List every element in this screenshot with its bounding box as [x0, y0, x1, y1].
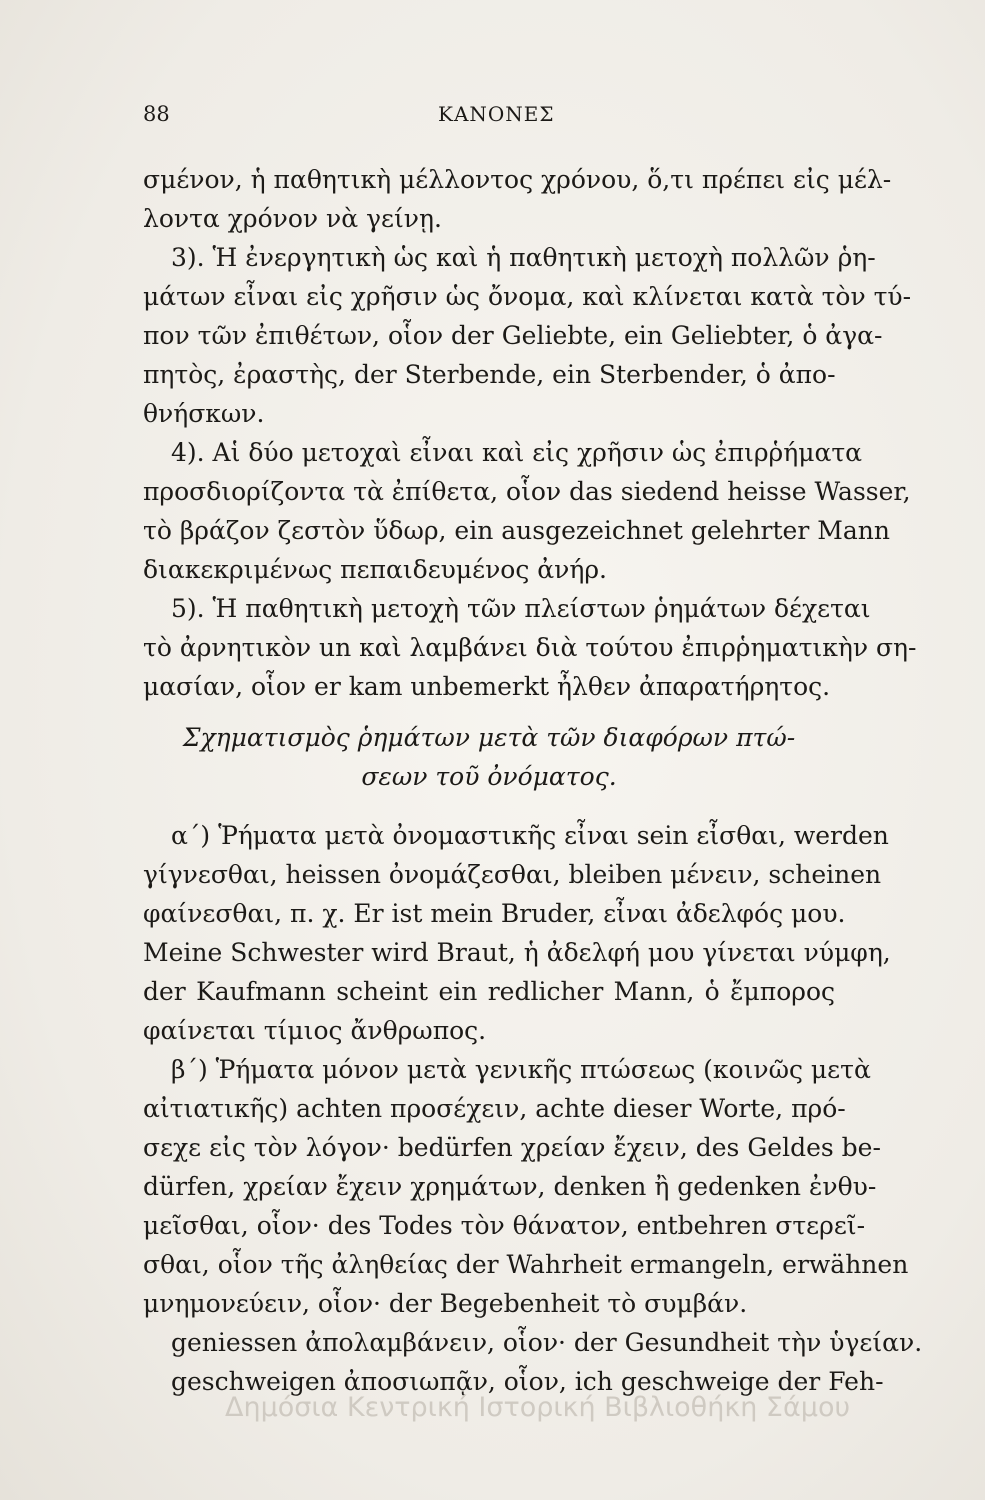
text-line: Meine Schwester wird Braut, ἡ ἀδελφή μου γίνεται νύμφη,: [143, 938, 891, 967]
text-line: α΄) Ῥήματα μετὰ ὀνομαστικῆς εἶναι sein εἶσθαι, werden: [171, 821, 889, 850]
text-line: φαίνεται τίμιος ἄνθρωπος.: [143, 1016, 487, 1045]
text-line: διακεκριμένως πεπαιδευμένος ἀνήρ.: [143, 555, 607, 584]
text-line: σμένον, ἡ παθητικὴ μέλλοντος χρόνου, ὅ,τι πρέπει εἰς μέλ-: [143, 165, 892, 194]
text-line: τὸ ἀρνητικὸν un καὶ λαμβάνει διὰ τούτου ἐπιρῥηματικὴν ση-: [143, 633, 917, 662]
page-number: 88: [143, 102, 170, 126]
section-heading-line: Σχηματισμὸς ῥημάτων μετὰ τῶν διαφόρων πτώ-: [182, 723, 796, 752]
text-line: μασίαν, οἷον er kam unbemerkt ἦλθεν ἀπαρατήρητος.: [143, 672, 831, 701]
text-line: λοντα χρόνον νὰ γείνῃ.: [143, 204, 442, 233]
text-line: 4). Αἱ δύο μετοχαὶ εἶναι καὶ εἰς χρῆσιν ὡς ἐπιρῥήματα: [171, 438, 863, 467]
text-line: τὸ βράζον ζεστὸν ὕδωρ, ein ausgezeichnet gelehrter Mann: [143, 516, 890, 545]
text-line: dürfen, χρείαν ἔχειν χρημάτων, denken ἢ gedenken ἐνθυ-: [143, 1172, 877, 1201]
text-line: αἰτιατικῆς) achten προσέχειν, achte dieser Worte, πρό-: [143, 1094, 846, 1123]
text-line: β΄) Ῥήματα μόνον μετὰ γενικῆς πτώσεως (κοινῶς μετὰ: [171, 1055, 871, 1084]
text-line: geniessen ἀπολαμβάνειν, οἷον· der Gesundheit τὴν ὑγείαν.: [171, 1328, 923, 1357]
text-line: μνημονεύειν, οἷον· der Begebenheit τὸ συμβάν.: [143, 1289, 748, 1318]
text-line: σεχε εἰς τὸν λόγον· bedürfen χρείαν ἔχειν, des Geldes be-: [143, 1133, 881, 1162]
running-head: ΚΑΝΟΝΕΣ: [438, 102, 555, 126]
text-line: θνήσκων.: [143, 399, 265, 428]
page-header: [143, 102, 833, 138]
text-line: πητὸς, ἐραστὴς, der Sterbende, ein Sterbender, ὁ ἀπο-: [143, 360, 836, 389]
library-watermark: Δημόσια Κεντρική Ιστορική Βιβλιοθήκη Σάμου: [225, 1392, 851, 1423]
section-heading-line: σεων τοῦ ὀνόματος.: [361, 762, 617, 791]
text-line: φαίνεσθαι, π. χ. Er ist mein Bruder, εἶναι ἀδελφός μου.: [143, 899, 846, 928]
text-line: γίγνεσθαι, heissen ὀνομάζεσθαι, bleiben μένειν, scheinen: [143, 860, 882, 889]
text-line: προσδιορίζοντα τὰ ἐπίθετα, οἷον das siedend heisse Wasser,: [143, 477, 911, 506]
text-line: μάτων εἶναι εἰς χρῆσιν ὡς ὄνομα, καὶ κλίνεται κατὰ τὸν τύ-: [143, 282, 912, 311]
text-line: 5). Ἡ παθητικὴ μετοχὴ τῶν πλείστων ῥημάτων δέχεται: [171, 594, 871, 623]
text-line: πον τῶν ἐπιθέτων, οἷον der Geliebte, ein Geliebter, ὁ ἀγα-: [143, 321, 883, 350]
text-line: μεῖσθαι, οἷον· des Todes τὸν θάνατον, entbehren στερεῖ-: [143, 1211, 866, 1240]
text-line: der Kaufmann scheint ein redlicher Mann, ὁ ἔμπορος: [143, 977, 835, 1006]
body-text: [143, 160, 923, 1401]
text-line: geschweigen ἀποσιωπᾷν, οἷον, ich geschweige der Feh-: [171, 1367, 884, 1396]
text-line: 3). Ἡ ἐνεργητικὴ ὡς καὶ ἡ παθητικὴ μετοχὴ πολλῶν ῥη-: [171, 243, 876, 272]
text-line: σθαι, οἷον τῆς ἀληθείας der Wahrheit ermangeln, erwähnen: [143, 1250, 909, 1279]
